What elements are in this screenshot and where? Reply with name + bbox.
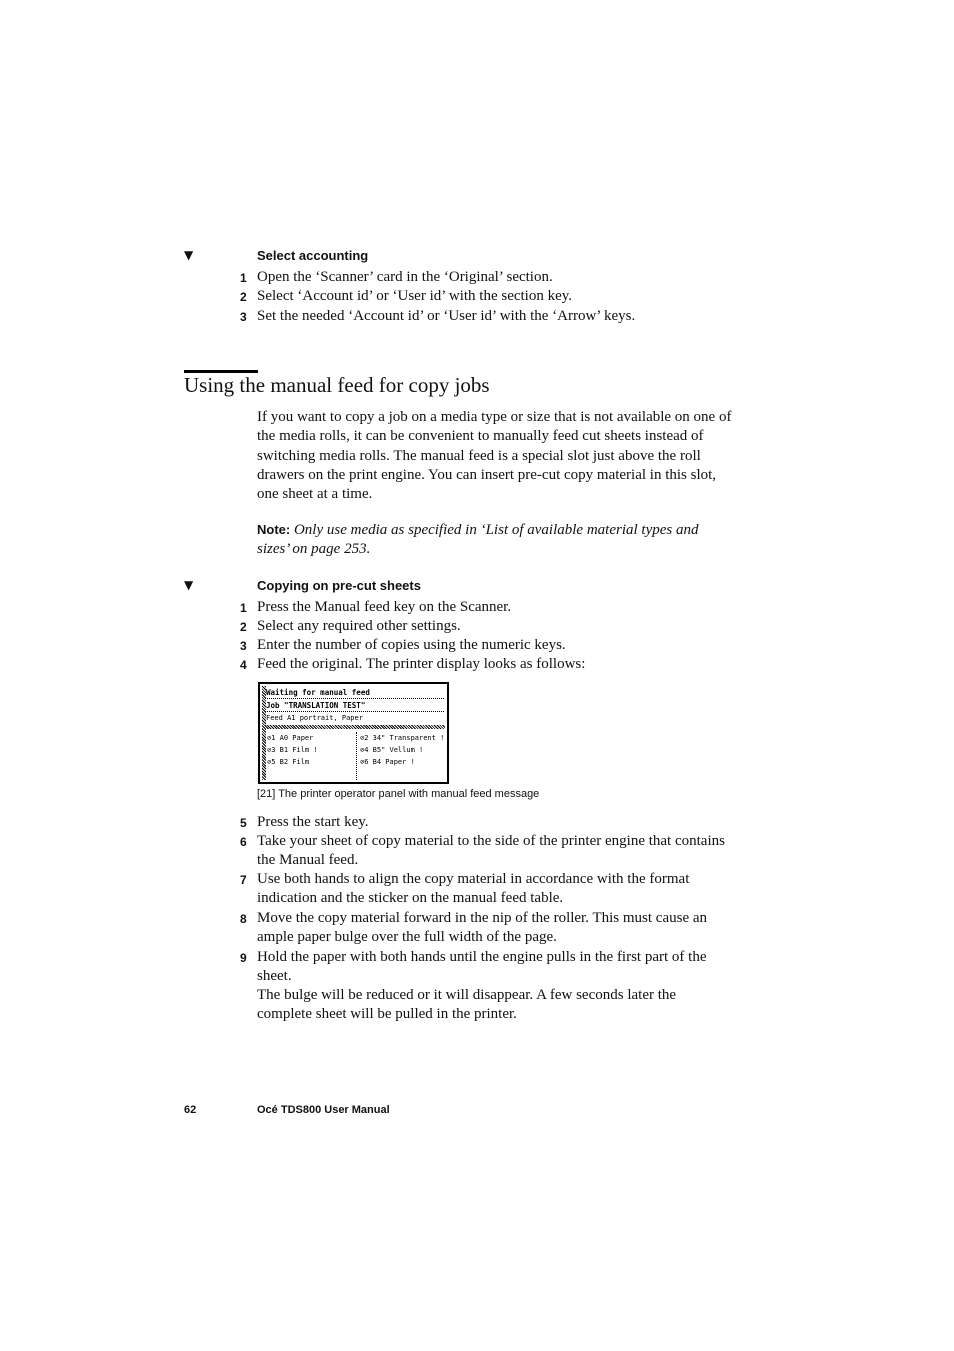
step-continuation: The bulge will be reduced or it will disappear. A few seconds later the complete sheet will be pulled in the printer. <box>257 987 677 1023</box>
section-marker-icon: ▼ <box>184 248 194 262</box>
subsection-title: Select accounting <box>257 248 369 263</box>
display-job-line: Job "TRANSLATION TEST" <box>266 701 366 710</box>
display-option: ⊘1 A0 Paper <box>267 734 314 742</box>
figure-caption: [21] The printer operator panel with manual feed message <box>257 788 540 800</box>
step-text: Press the start key. <box>257 814 369 830</box>
display-separator <box>265 711 444 713</box>
note-text: Only use media as specified in ‘List of available material types and sizes’ on page 253. <box>257 522 699 558</box>
step-number: 3 <box>240 639 247 653</box>
step-text: Press the Manual feed key on the Scanner. <box>257 599 512 615</box>
step-number: 2 <box>240 290 247 304</box>
display-separator <box>265 698 444 700</box>
section-marker-icon: ▼ <box>184 578 194 592</box>
display-option: ⊘4 B5" Vellum ! <box>360 746 424 754</box>
display-feed-line: Feed A1 portrait, Paper <box>266 714 363 722</box>
step-text: Open the ‘Scanner’ card in the ‘Original’ section. <box>257 269 553 285</box>
step-number: 6 <box>240 835 247 849</box>
display-status-line: Waiting for manual feed <box>266 688 370 697</box>
step-text: Hold the paper with both hands until the engine pulls in the first part of the sheet. <box>257 949 707 985</box>
page-number: 62 <box>184 1104 197 1116</box>
roll-icon: ⊘ <box>267 746 272 754</box>
roll-icon: ⊘ <box>360 746 365 754</box>
step-number: 4 <box>240 658 247 672</box>
note-paragraph <box>257 520 732 560</box>
display-column-divider <box>356 732 357 780</box>
roll-icon: ⊘ <box>267 758 272 766</box>
subsection-title: Copying on pre-cut sheets <box>257 578 421 593</box>
step-text: Use both hands to align the copy material in accordance with the format indication and the sticker on the manual feed table. <box>257 871 690 907</box>
display-option: ⊘2 34" Transparent ! <box>360 734 445 742</box>
step-text: Set the needed ‘Account id’ or ‘User id’ with the ‘Arrow’ keys. <box>257 308 636 324</box>
display-option: ⊘6 B4 Paper ! <box>360 758 415 766</box>
step-text: Select any required other settings. <box>257 618 461 634</box>
step-number: 9 <box>240 951 247 965</box>
step-text: Take your sheet of copy material to the side of the printer engine that contains the Manual feed. <box>257 833 725 869</box>
step-number: 5 <box>240 816 247 830</box>
step-text: Feed the original. The printer display looks as follows: <box>257 656 586 672</box>
roll-icon: ⊘ <box>360 758 365 766</box>
step-number: 2 <box>240 620 247 634</box>
step-number: 3 <box>240 310 247 324</box>
step-text: Move the copy material forward in the nip of the roller. This must cause an ample paper bulge over the full width of the page. <box>257 910 708 946</box>
step-number: 1 <box>240 271 247 285</box>
roll-icon: ⊘ <box>267 734 272 742</box>
roll-icon: ⊘ <box>360 734 365 742</box>
step-text: Select ‘Account id’ or ‘User id’ with the section key. <box>257 288 573 304</box>
display-hatch-bar <box>262 725 445 729</box>
step-number: 1 <box>240 601 247 615</box>
section-heading: Using the manual feed for copy jobs <box>184 373 490 397</box>
printer-display-panel <box>258 682 449 784</box>
step-number: 8 <box>240 912 247 926</box>
display-option: ⊘3 B1 Film ! <box>267 746 318 754</box>
step-number: 7 <box>240 873 247 887</box>
intro-paragraph: If you want to copy a job on a media type or size that is not available on one of the media rolls, it can be convenient to manually feed cut sheets instead of switching media rolls. The manual feed is a special slot just above the roll drawers on the print engine. You can insert pre-cut copy material in this slot, one sheet at a time. <box>257 409 732 503</box>
step-text: Enter the number of copies using the numeric keys. <box>257 637 566 653</box>
note-label: Note: <box>257 522 291 537</box>
manual-title: Océ TDS800 User Manual <box>257 1104 390 1116</box>
display-option: ⊘5 B2 Film <box>267 758 310 766</box>
